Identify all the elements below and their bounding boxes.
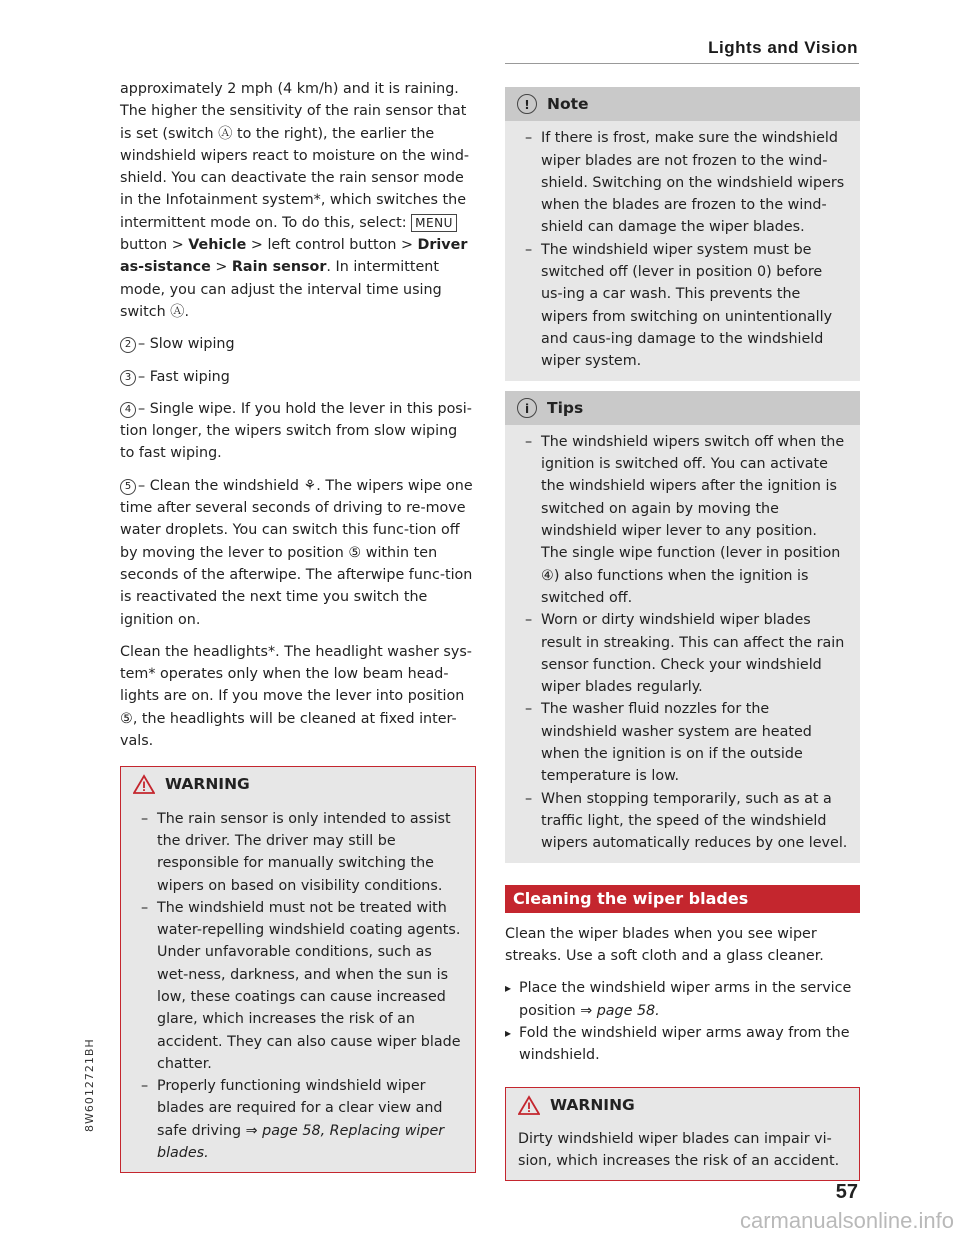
para1-tail-b: > left control button >	[250, 237, 413, 254]
left-warning-body	[121, 802, 475, 1173]
menu-path-driver-assistance: Driver as-sistance	[120, 237, 468, 276]
list-item: – The rain sensor is only intended to assist the driver. The driver may still be responsible for manually switching the wipers on based on visibility conditions.	[133, 808, 463, 897]
page-reference-link[interactable]: ⇒ page 58, Replacing wiper blades.	[157, 1122, 445, 1162]
left-column	[120, 78, 476, 1173]
item-3-text: – Fast wiping	[138, 368, 230, 385]
list-item-5	[120, 475, 476, 631]
list-item-4	[120, 398, 476, 465]
section-intro: Clean the wiper blades when you see wiper streaks. Use a soft cloth and a glass cleaner.	[505, 925, 824, 965]
left-warning-list	[133, 808, 463, 1165]
list-item: – The windshield wiper system must be switched off (lever in position 0) before us-ing a car wash. This prevents the wipers from switching on unintentionally and caus-ing damage to the windshield wiper system.	[517, 239, 848, 373]
left-warning-title: WARNING	[165, 775, 250, 794]
list-item: – If there is frost, make sure the windshield wiper blades are not frozen to the wind-shield. Switching on the windshield wipers when the blades are frozen to the wind-shield can damage the wiper blades.	[517, 127, 848, 238]
step-3-marker: 3	[120, 370, 136, 386]
info-icon: i	[517, 398, 537, 418]
warning-item3-text: Properly functioning windshield wiper blades are required for a clear view and safe driving	[157, 1078, 443, 1139]
right-warning-header	[506, 1088, 859, 1122]
procedure-step: ▸ Fold the windshield wiper arms away from the windshield.	[505, 1022, 860, 1067]
tips-box	[505, 391, 860, 863]
right-warning-title: WARNING	[550, 1095, 635, 1114]
right-warning-box	[505, 1087, 860, 1182]
para1-text: approximately 2 mph (4 km/h) and it is raining. The higher the sensitivity of the rain sensor that is set (switch Ⓐ to the right), the earlier the windshield wipers react to moisture on the wind-shield. You can deactivate the rain sensor mode in the Infotainment system*, which switches the intermittent mode on. To do this, select:	[120, 81, 470, 231]
note-header	[505, 87, 860, 121]
menu-path-separator: >	[215, 259, 228, 276]
right-warning-body: Dirty windshield wiper blades can impair vi-sion, which increases the risk of an accident.	[506, 1122, 859, 1181]
procedure-step	[505, 977, 860, 1022]
watermark: carmanualsonline.info	[739, 1208, 954, 1233]
note-box	[505, 87, 860, 381]
menu-key: MENU	[411, 214, 457, 232]
menu-path-vehicle: Vehicle	[188, 237, 247, 254]
right-column	[505, 87, 860, 1181]
step-2-marker: 2	[120, 337, 136, 353]
para1-tail-a: button >	[120, 237, 184, 254]
document-code: 8W6012721BH	[83, 1038, 96, 1132]
section-heading: Cleaning the wiper blades	[505, 885, 860, 913]
left-warning-header	[121, 767, 475, 801]
para1-tail-c: . In intermittent mode, you can adjust the interval time using switch Ⓐ.	[120, 259, 442, 320]
list-item-3	[120, 366, 476, 388]
item-4-text: – Single wipe. If you hold the lever in this posi-tion longer, the wipers switch from slow wiping to fast wiping.	[120, 400, 472, 462]
note-body	[505, 121, 860, 380]
exclamation-icon: !	[517, 94, 537, 114]
note-list	[517, 127, 848, 372]
list-item: – The windshield wipers switch off when the ignition is switched off. You can activate the windshield wipers after the ignition is switched on again by moving the windshield wiper lever to any position. The single wipe function (lever in position ④) also functions when the ignition is switched off.	[517, 431, 848, 609]
list-item: – The windshield must not be treated with water-repelling windshield coating agents. Under unfavorable conditions, such as wet-ness, darkness, and when the sun is low, these coatings can cause increased glare, which increases the risk of an accident. They can also cause wiper blade chatter.	[133, 897, 463, 1075]
item-5-text: – Clean the windshield ⚘. The wipers wipe one time after several seconds of driving to re-move water droplets. You can switch this func-tion off by moving the lever to position ⑤ within ten seconds of the afterwipe. The afterwipe func-tion is reactivated the next time you switch the ignition on.	[120, 477, 473, 628]
step-4-marker: 4	[120, 402, 136, 418]
list-item	[133, 1075, 463, 1164]
page-header-title: Lights and Vision	[708, 38, 858, 57]
step-5-marker: 5	[120, 479, 136, 495]
page-number: 57	[835, 1181, 858, 1203]
tips-list	[517, 431, 848, 855]
step1-text: Place the windshield wiper arms in the service position	[519, 980, 852, 1019]
list-item-2	[120, 333, 476, 355]
headlights-paragraph: Clean the headlights*. The headlight washer sys-tem* operates only when the low beam head-lights are on. If you move the lever into position ⑤, the headlights will be cleaned at fixed inter-vals.	[120, 643, 472, 750]
warning-triangle-icon	[518, 1095, 540, 1115]
list-item: – When stopping temporarily, such as at a traffic light, the speed of the windshield wipers automatically reduces by one level.	[517, 788, 848, 855]
list-item: – The washer fluid nozzles for the windshield washer system are heated when the ignition is on if the outside temperature is low.	[517, 698, 848, 787]
tips-title: Tips	[547, 398, 584, 417]
header-divider	[505, 63, 859, 64]
item-2-text: – Slow wiping	[138, 336, 235, 353]
tips-header	[505, 391, 860, 425]
tips-body	[505, 425, 860, 863]
note-title: Note	[547, 95, 589, 113]
list-item: – Worn or dirty windshield wiper blades result in streaking. This can affect the rain sensor function. Check your windshield wiper blades regularly.	[517, 609, 848, 698]
menu-path-rain-sensor: Rain sensor	[231, 259, 327, 276]
page-reference-link[interactable]: ⇒ page 58.	[580, 1002, 660, 1019]
procedure-steps	[505, 977, 860, 1066]
warning-triangle-icon	[133, 774, 155, 794]
left-warning-box	[120, 766, 476, 1173]
rain-sensor-paragraph	[120, 78, 476, 323]
